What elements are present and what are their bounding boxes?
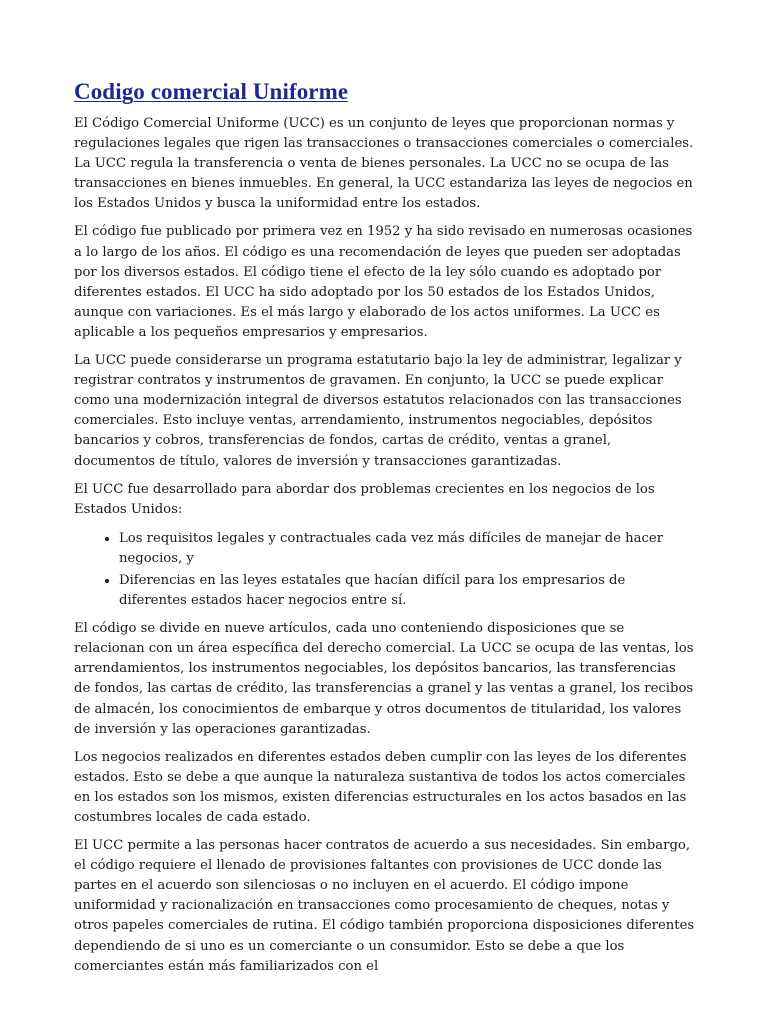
problems-list	[74, 528, 696, 611]
paragraph-articles: El código se divide en nueve artículos, cada uno conteniendo disposiciones que se relacionan con un área específica del derecho comercial. La UCC se ocupa de las ventas, los arrendamientos, los instrumentos negociables, los depósitos bancarios, las transferencias de fondos, las cartas de crédito, las transferencias a granel y las ventas a granel, los recibos de almacén, los conocimientos de embarque y otros documentos de titularidad, los valores de inversión y las operaciones garantizadas.	[74, 621, 694, 737]
paragraph-statutory-program: La UCC puede considerarse un programa estatutario bajo la ley de administrar, legalizar y registrar contratos y instrumentos de gravamen. En conjunto, la UCC se puede explicar como una modernización integral de diversos estatutos relacionados con las transacciones comerciales. Esto incluye ventas, arrendamiento, instrumentos negociables, depósitos bancarios y cobros, transferencias de fondos, cartas de crédito, ventas a granel, documentos de título, valores de inversión y transacciones garantizadas.	[74, 353, 682, 469]
paragraph-problems-intro: El UCC fue desarrollado para abordar dos problemas crecientes en los negocios de los Estados Unidos:	[74, 481, 655, 517]
document-page	[74, 78, 696, 985]
list-item: • Los requisitos legales y contractuales cada vez más difíciles de manejar de hacer negocios, y	[119, 528, 696, 569]
paragraph-history: El código fue publicado por primera vez en 1952 y ha sido revisado en numerosas ocasiones a lo largo de los años. El código es una recomendación de leyes que pueden ser adoptadas por los diversos estados. El código tiene el efecto de la ley sólo cuando es adoptado por diferentes estados. El UCC ha sido adoptado por los 50 estados de los Estados Unidos, aunque con variaciones. Es el más largo y elaborado de los actos uniformes. La UCC es aplicable a los pequeños empresarios y empresarios.	[74, 224, 693, 340]
paragraph-state-laws: Los negocios realizados en diferentes estados deben cumplir con las leyes de los diferentes estados. Esto se debe a que aunque la naturaleza sustantiva de todos los actos comerciales en los estados son los mismos, existen diferencias estructurales en los actos basados en las costumbres locales de cada estado.	[74, 749, 687, 825]
list-item: • Diferencias en las leyes estatales que hacían difícil para los empresarios de diferentes estados hacer negocios entre sí.	[119, 570, 696, 611]
document-title[interactable]: Codigo comercial Uniforme	[74, 79, 349, 104]
paragraph-contracts: El UCC permite a las personas hacer contratos de acuerdo a sus necesidades. Sin embargo, el código requiere el llenado de provisiones faltantes con provisiones de UCC donde las partes en el acuerdo son silenciosas o no incluyen en el acuerdo. El código impone uniformidad y racionalización en transacciones como procesamiento de cheques, notas y otros papeles comerciales de rutina. El código también proporciona disposiciones diferentes dependiendo de si uno es un comerciante o un consumidor. Esto se debe a que los comerciantes están más familiarizados con el	[74, 838, 695, 974]
paragraph-intro: El Código Comercial Uniforme (UCC) es un conjunto de leyes que proporcionan normas y regulaciones legales que rigen las transacciones o transacciones comerciales o comerciales. La UCC regula la transferencia o venta de bienes personales. La UCC no se ocupa de las transacciones en bienes inmuebles. En general, la UCC estandariza las leyes de negocios en los Estados Unidos y busca la uniformidad entre los estados.	[74, 116, 694, 212]
